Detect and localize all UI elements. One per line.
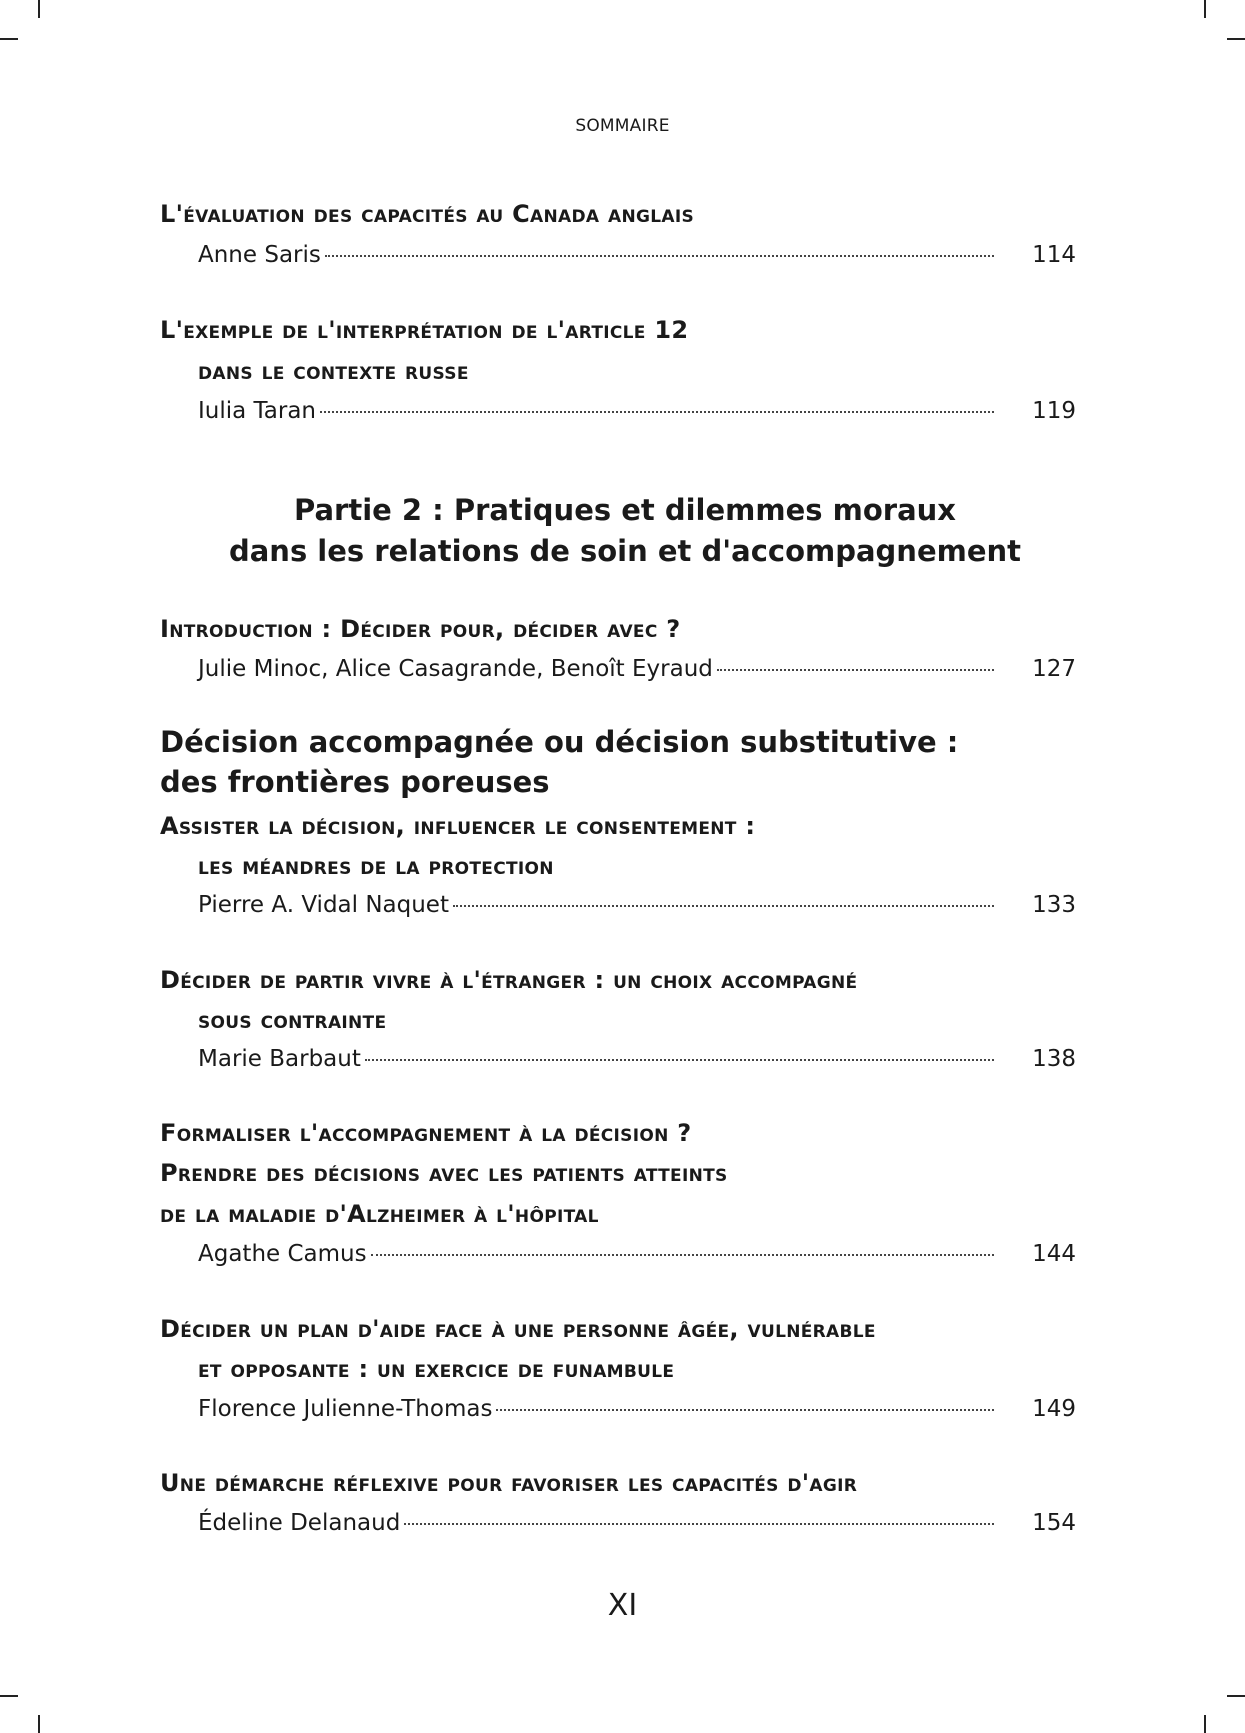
crop-mark	[1204, 1715, 1206, 1733]
toc-entry-row[interactable]	[198, 891, 1076, 919]
toc-entry-title: Assister la décision, influencer le consentement :	[160, 812, 756, 840]
toc-entry-row[interactable]	[198, 397, 1076, 425]
toc-entry-title: L'évaluation des capacités au Canada anglais	[160, 200, 695, 228]
section-title: Décision accompagnée ou décision substitutive :	[160, 725, 959, 759]
dot-leader	[325, 255, 994, 257]
section-title: des frontières poreuses	[160, 765, 550, 799]
toc-entry-row[interactable]	[198, 241, 1076, 269]
toc-entry-page: 154	[1032, 1510, 1076, 1536]
dot-leader	[371, 1254, 994, 1256]
toc-entry-page: 127	[1032, 656, 1076, 682]
toc-entry-title: et opposante : un exercice de funambule	[198, 1355, 675, 1383]
toc-entry-title: Décider un plan d'aide face à une personne âgée, vulnérable	[160, 1315, 876, 1343]
dot-leader	[453, 905, 994, 907]
toc-entry-title: L'exemple de l'interprétation de l'article 12	[160, 316, 689, 344]
crop-mark	[1227, 1695, 1245, 1697]
dot-leader	[496, 1409, 994, 1411]
toc-entry-author: Julie Minoc, Alice Casagrande, Benoît Eyraud	[198, 656, 713, 682]
crop-mark	[1227, 38, 1245, 40]
toc-entry-title: Introduction : Décider pour, décider avec ?	[160, 615, 681, 643]
toc-entry-row[interactable]	[198, 1509, 1076, 1537]
toc-entry-title: les méandres de la protection	[198, 852, 554, 880]
running-head: SOMMAIRE	[575, 116, 670, 136]
toc-entry-page: 133	[1032, 892, 1076, 918]
crop-mark	[1204, 0, 1206, 18]
toc-entry-title: Prendre des décisions avec les patients atteints	[160, 1159, 728, 1187]
toc-entry-row[interactable]	[198, 655, 1076, 683]
toc-entry-page: 144	[1032, 1241, 1076, 1267]
crop-mark	[38, 1715, 40, 1733]
dot-leader	[717, 669, 994, 671]
toc-entry-author: Anne Saris	[198, 242, 321, 268]
toc-entry-page: 138	[1032, 1046, 1076, 1072]
part-title: Partie 2 : Pratiques et dilemmes moraux	[293, 493, 956, 527]
crop-mark	[38, 0, 40, 18]
page-number: XI	[607, 1588, 638, 1623]
toc-entry-page: 149	[1032, 1396, 1076, 1422]
toc-entry-author: Édeline Delanaud	[198, 1510, 401, 1536]
toc-entry-author: Pierre A. Vidal Naquet	[198, 892, 449, 918]
dot-leader	[320, 411, 994, 413]
toc-entry-title: sous contrainte	[198, 1006, 387, 1034]
toc-entry-author: Marie Barbaut	[198, 1046, 361, 1072]
dot-leader	[365, 1059, 994, 1061]
toc-entry-title: dans le contexte russe	[198, 357, 469, 385]
toc-entry-title: Formaliser l'accompagnement à la décision ?	[160, 1119, 692, 1147]
crop-mark	[0, 1695, 18, 1697]
toc-entry-title: de la maladie d'Alzheimer à l'hôpital	[160, 1200, 599, 1228]
toc-entry-author: Florence Julienne-Thomas	[198, 1396, 493, 1422]
toc-entry-author: Agathe Camus	[198, 1241, 367, 1267]
part-title: dans les relations de soin et d'accompagnement	[228, 534, 1022, 568]
toc-entry-row[interactable]	[198, 1240, 1076, 1268]
crop-mark	[0, 38, 18, 40]
dot-leader	[404, 1523, 994, 1525]
toc-entry-author: Iulia Taran	[198, 398, 317, 424]
toc-entry-row[interactable]	[198, 1045, 1076, 1073]
toc-entry-page: 114	[1032, 242, 1076, 268]
toc-entry-page: 119	[1032, 398, 1076, 424]
toc-entry-title: Décider de partir vivre à l'étranger : un choix accompagné	[160, 966, 858, 994]
toc-entry-title: Une démarche réflexive pour favoriser les capacités d'agir	[160, 1469, 858, 1497]
toc-entry-row[interactable]	[198, 1395, 1076, 1423]
